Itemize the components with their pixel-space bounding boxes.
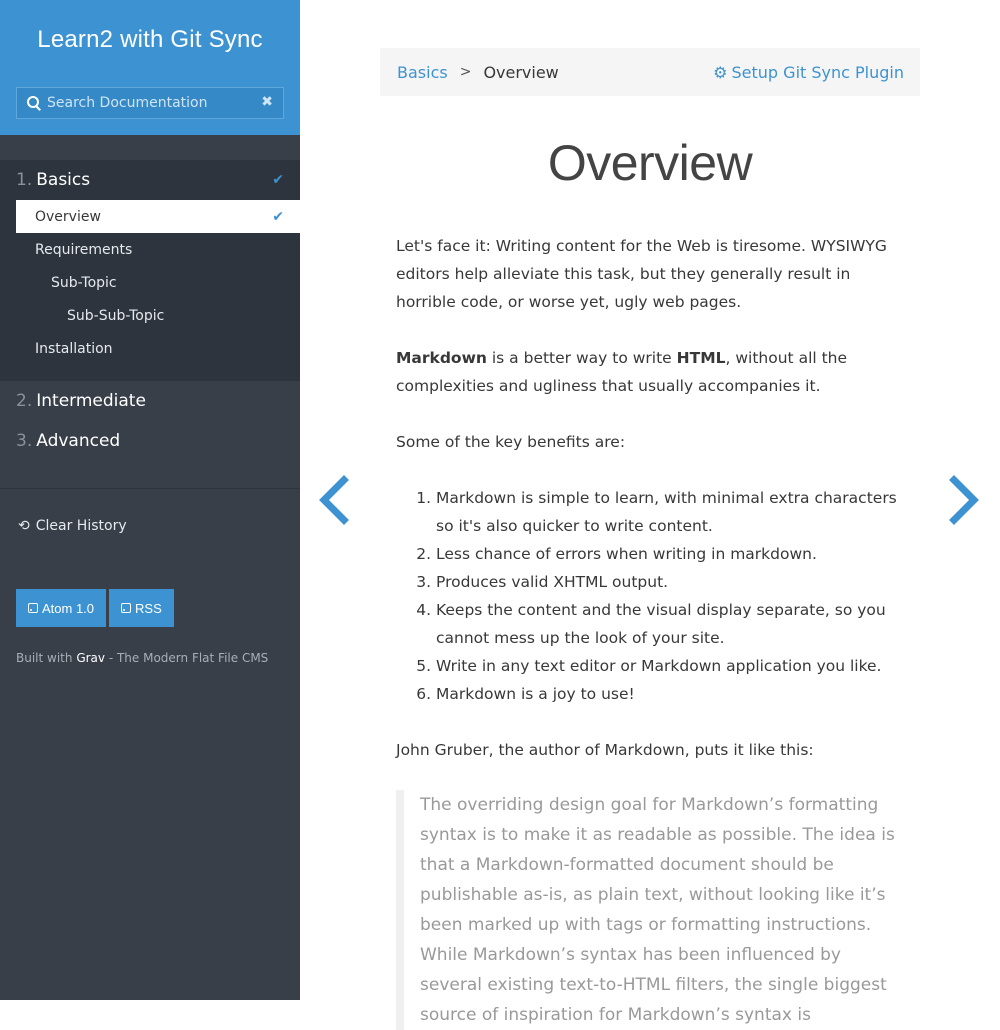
chapter-number: 1.	[16, 170, 33, 190]
rss-label: RSS	[135, 600, 162, 616]
list-item: 4. Keeps the content and the visual display separate, so you cannot mess up the look of your site.	[436, 596, 906, 652]
strong-text: Markdown	[396, 349, 487, 367]
site-title[interactable]: Learn2 with Git Sync	[37, 26, 263, 53]
paragraph-text: , without all the complexities and ugliness that usually accompanies it.	[396, 349, 848, 395]
paragraph: Some of the key benefits are:	[396, 433, 626, 451]
built-prefix: Built with	[16, 651, 73, 665]
chapter-label: Intermediate	[36, 391, 146, 411]
clear-history-label: Clear History	[35, 518, 127, 534]
built-with-footer	[16, 651, 268, 665]
search-icon	[27, 96, 41, 110]
paragraph	[396, 344, 906, 400]
sidebar-divider	[0, 488, 300, 489]
basics-subnav	[0, 200, 300, 381]
gear-icon: ⚙	[713, 62, 728, 82]
grav-link[interactable]: Grav	[76, 651, 105, 665]
breadcrumb-basics[interactable]: Basics	[397, 62, 448, 82]
chapter-intermediate[interactable]	[0, 381, 300, 421]
nav-item-requirements[interactable]	[0, 233, 300, 266]
nav-item-label: Sub-Topic	[51, 274, 117, 291]
feed-buttons	[16, 589, 177, 627]
history-icon: ⟲	[18, 518, 30, 534]
setup-git-sync-label: Setup Git Sync Plugin	[731, 62, 904, 82]
blockquote: The overriding design goal for Markdown’s formatting syntax is to make it as readable as possible. The idea is that a Markdown-formatted document should be publishable as-is, as plain text, without looking like it’s been marked up with tags or formatting instructions. While Markdown’s syntax has been influenced by several existing text-to-HTML filters, the single biggest source of inspiration for Markdown’s syntax is	[396, 790, 906, 1030]
setup-git-sync-link[interactable]	[713, 63, 904, 82]
topic-nav	[0, 160, 300, 461]
list-item: 6. Markdown is a joy to use!	[436, 680, 906, 708]
nav-item-label: Sub-Sub-Topic	[67, 307, 165, 324]
sidebar	[0, 0, 300, 1000]
nav-item-label: Overview	[35, 208, 101, 225]
clear-search-icon[interactable]: ✖	[261, 94, 273, 110]
list-item: 1. Markdown is simple to learn, with minimal extra characters so it's also quicker to write content.	[436, 484, 906, 540]
rss-icon	[121, 603, 131, 613]
main-content	[300, 0, 1000, 1025]
article-body	[396, 232, 906, 1030]
list-item: 5. Write in any text editor or Markdown application you like.	[436, 652, 906, 680]
chapter-number: 2.	[16, 391, 33, 411]
atom-label: Atom 1.0	[42, 600, 95, 616]
chapter-label: Advanced	[36, 431, 121, 451]
nav-item-label: Installation	[35, 340, 113, 357]
atom-feed-button[interactable]	[16, 589, 106, 627]
benefits-list	[436, 484, 906, 708]
nav-item-label: Requirements	[35, 241, 133, 258]
breadcrumb-separator: >	[459, 64, 472, 80]
paragraph: John Gruber, the author of Markdown, puts it like this:	[396, 741, 814, 759]
paragraph-text: is a better way to write	[491, 349, 672, 367]
paragraph: Let's face it: Writing content for the Web is tiresome. WYSIWYG editors help alleviate this task, but they generally result in horrible code, or worse yet, ugly web pages.	[396, 237, 887, 311]
breadcrumb-current: Overview	[483, 62, 559, 82]
chapter-label: Basics	[36, 170, 91, 190]
checkmark-icon: ✔	[272, 208, 284, 225]
nav-item-sub-topic[interactable]	[0, 266, 300, 299]
search-input[interactable]	[47, 95, 252, 111]
chapter-advanced[interactable]	[0, 421, 300, 461]
nav-item-overview[interactable]	[16, 200, 300, 233]
rss-feed-button[interactable]	[109, 589, 174, 627]
breadcrumb	[397, 63, 559, 82]
checkmark-icon: ✔	[272, 172, 284, 188]
chapter-number: 3.	[16, 431, 33, 451]
nav-item-installation[interactable]	[0, 332, 300, 365]
top-bar	[380, 48, 920, 96]
page-title: Overview	[547, 135, 753, 191]
search-box	[16, 87, 284, 119]
chapter-basics[interactable]	[0, 160, 300, 200]
built-suffix: - The Modern Flat File CMS	[108, 651, 269, 665]
strong-text: HTML	[676, 349, 726, 367]
rss-icon	[28, 603, 38, 613]
list-item: 3. Produces valid XHTML output.	[436, 568, 906, 596]
clear-history-link[interactable]	[18, 518, 127, 534]
nav-item-sub-sub-topic[interactable]	[0, 299, 300, 332]
list-item: 2. Less chance of errors when writing in markdown.	[436, 540, 906, 568]
